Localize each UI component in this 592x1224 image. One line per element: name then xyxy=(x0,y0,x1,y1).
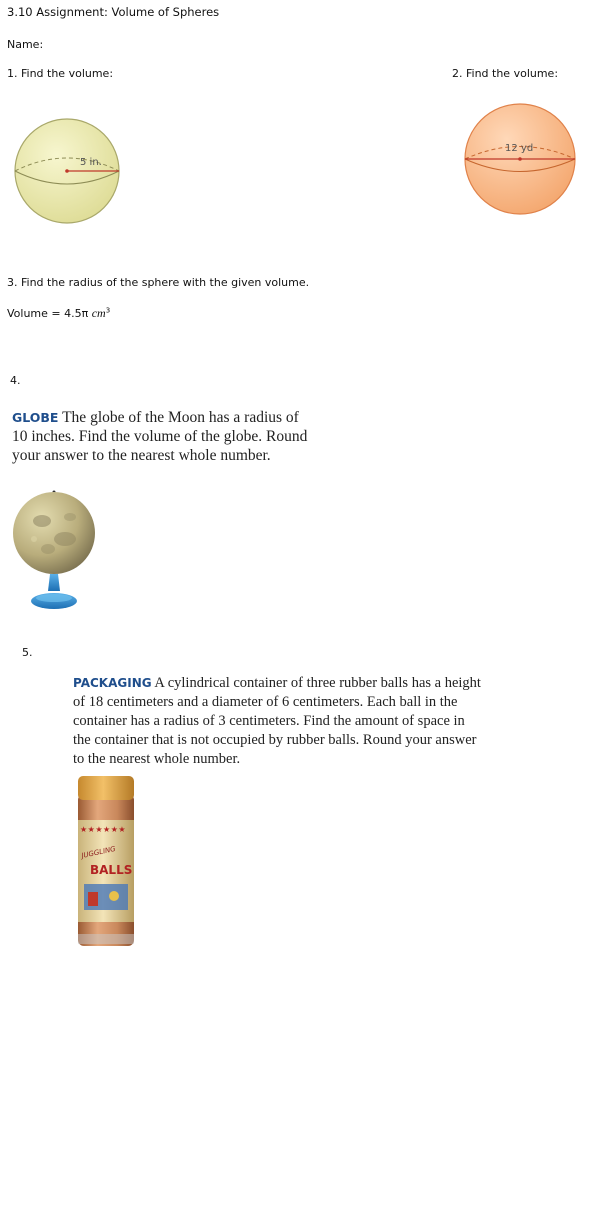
problem-5-line-1: A cylindrical container of three rubber balls has a height xyxy=(154,675,481,691)
problem-3-prompt: 3. Find the radius of the sphere with the given volume. xyxy=(7,276,310,289)
label-stars: ★★★★★★ xyxy=(80,825,127,834)
moon-globe-image xyxy=(10,487,100,615)
label-balls: BALLS xyxy=(90,863,133,877)
page-title: 3.10 Assignment: Volume of Spheres xyxy=(7,5,220,19)
problem-3-volume xyxy=(7,306,110,321)
label-script: JUGGLING xyxy=(80,844,117,860)
problem-5-keyword: PACKAGING xyxy=(73,676,152,690)
sphere-2-diameter-label: 12 yd xyxy=(505,143,534,154)
sphere-2-center xyxy=(518,157,522,161)
name-label: Name: xyxy=(7,38,44,51)
problem-5-line-3: container has a radius of 3 centimeters. Find the amount of space in xyxy=(73,713,465,729)
globe-stand-neck xyxy=(48,574,60,591)
problem-2-prompt: 2. Find the volume: xyxy=(452,67,559,80)
juggling-balls-container-image xyxy=(70,774,140,950)
problem-5-line-2: of 18 centimeters and a diameter of 6 centimeters. Each ball in the xyxy=(73,694,458,710)
moon-sphere xyxy=(13,492,95,574)
sphere-1-center xyxy=(65,169,69,173)
problem-4-line-2: 10 inches. Find the volume of the globe. Round xyxy=(12,428,308,445)
problem-5-line-4: the container that is not occupied by rubber balls. Round your answer xyxy=(73,732,477,748)
problem-1-prompt: 1. Find the volume: xyxy=(7,67,114,80)
sphere-1-radius-label: 5 in. xyxy=(80,157,102,168)
sphere-2-figure xyxy=(460,102,580,218)
container-cap xyxy=(78,776,134,800)
problem-4-line-1: The globe of the Moon has a radius of xyxy=(62,409,299,426)
problem-4-line-3: your answer to the nearest whole number. xyxy=(12,447,271,464)
problem-4-number: 4. xyxy=(10,374,21,387)
sphere-1-figure xyxy=(10,115,125,225)
problem-4-text xyxy=(12,408,372,465)
problem-5-line-5: to the nearest whole number. xyxy=(73,751,241,767)
volume-exponent: 3 xyxy=(105,306,111,315)
volume-prefix: Volume = 4.5π xyxy=(7,307,92,320)
problem-5-text xyxy=(73,674,583,769)
problem-5-number: 5. xyxy=(22,646,33,659)
problem-4-keyword: GLOBE xyxy=(12,410,59,425)
volume-unit: cm xyxy=(91,306,106,320)
